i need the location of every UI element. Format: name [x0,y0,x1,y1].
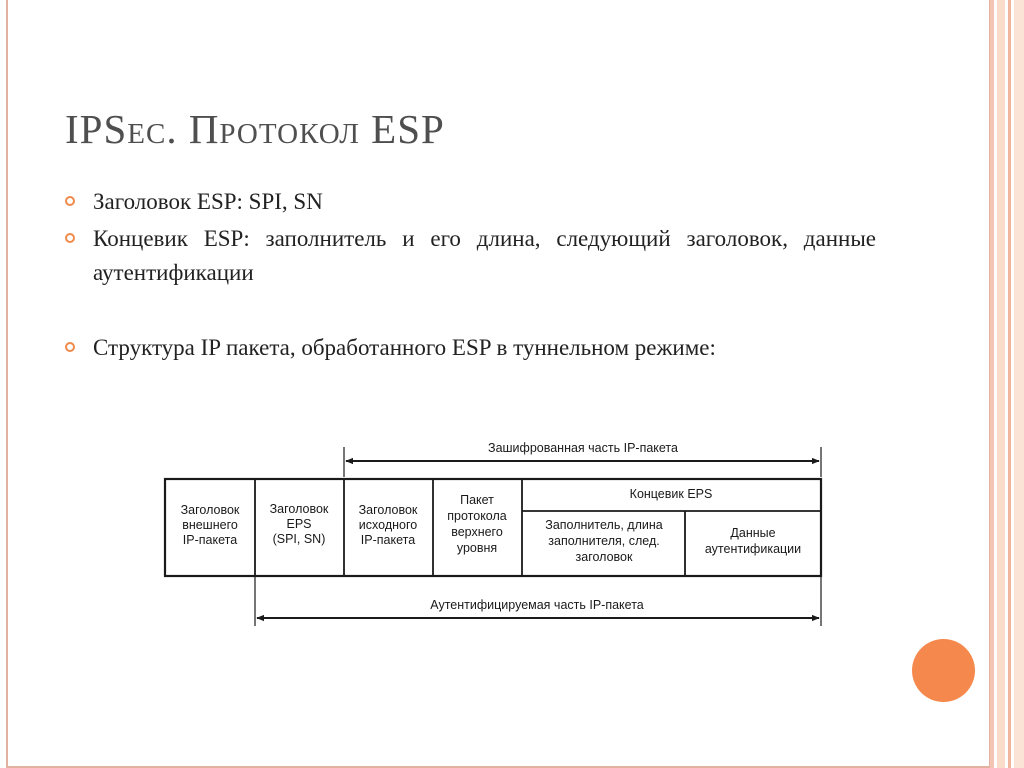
slide-title: IPSec. Протокол ESP [65,106,445,152]
cell-auth-data [705,526,801,556]
trailer-header-label: Концевик EPS [629,487,713,501]
diagram-svg [163,430,831,640]
cell-text: аутентификации [704,542,802,556]
cell-text: внешнего [182,518,238,532]
bullet-icon [65,342,75,352]
encrypted-label: Зашифрованная часть IP-пакета [488,441,678,455]
decor-stripe [1008,0,1011,768]
cell-text: заполнителя, след. [548,534,660,548]
cell-text: IP-пакета [182,533,238,547]
cell-text: Заполнитель, длина [545,518,663,532]
bullet-item [63,331,876,365]
cell-text: EPS [286,517,312,531]
bullet-item [63,222,876,290]
cell-text: заголовок [575,550,633,564]
cell-outer-ip-header [181,503,240,547]
bullet-text: Концевик ESP: заполнитель и его длина, следующий заголовок, данные аутентификации [93,226,876,285]
bullet-text: Структура IP пакета, обработанного ESP в туннельном режиме: [93,335,716,360]
cell-text: Заголовок [358,503,418,517]
authenticated-label: Аутентифицируемая часть IP-пакета [430,598,644,612]
bullet-icon [65,233,75,243]
decor-circle [912,639,975,702]
cell-text: Данные [730,526,776,540]
cell-text: исходного [358,518,418,532]
cell-text: верхнего [451,525,503,539]
cell-esp-header [270,502,329,546]
bullet-text: Заголовок ESP: SPI, SN [93,189,323,214]
cell-upper-layer-packet [447,493,507,555]
cell-inner-ip-header [359,503,418,547]
cell-text: (SPI, SN) [272,532,326,546]
cell-text: IP-пакета [360,533,416,547]
bullet-item [63,185,876,219]
esp-packet-diagram [163,430,831,640]
cell-text: Заголовок [269,502,329,516]
decor-stripe [997,0,1005,768]
decor-stripe [990,0,994,768]
cell-text: Заголовок [180,503,240,517]
cell-text: протокола [447,509,507,523]
cell-padding [545,518,662,564]
bullet-icon [65,196,75,206]
bullet-list [63,185,876,368]
cell-text: уровня [456,541,498,555]
decor-stripe [1014,0,1024,768]
cell-text: Пакет [460,493,494,507]
